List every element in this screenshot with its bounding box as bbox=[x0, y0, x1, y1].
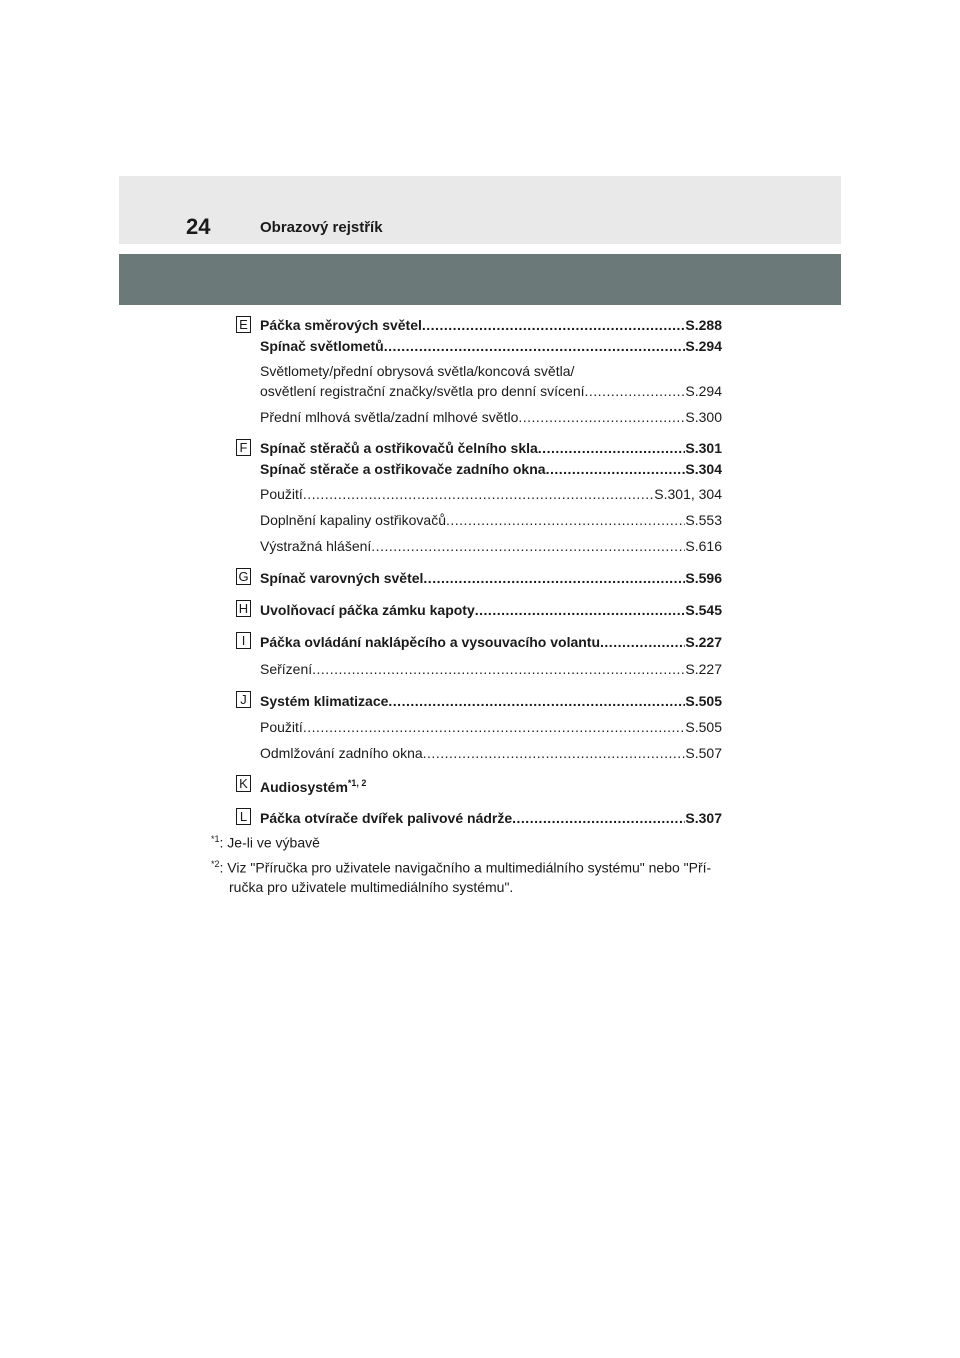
section-letter-e: E bbox=[236, 316, 251, 333]
section-letter-k: K bbox=[236, 775, 251, 792]
page-ref[interactable]: S.505 bbox=[685, 719, 722, 735]
index-entry[interactable] bbox=[260, 338, 722, 356]
page-ref[interactable]: S.300 bbox=[685, 409, 722, 425]
footnote-2-continuation: ručka pro uživatele multimediálního systému". bbox=[229, 879, 514, 895]
index-entry[interactable] bbox=[260, 409, 722, 427]
entry-label: Výstražná hlášení bbox=[260, 538, 372, 554]
entry-label: Uvolňovací páčka zámku kapoty bbox=[260, 602, 475, 618]
section-letter-l: L bbox=[236, 808, 251, 825]
entry-label: Doplnění kapaliny ostřikovačů bbox=[260, 512, 446, 528]
entry-label-line: Světlomety/přední obrysová světla/koncová světla/ bbox=[260, 363, 575, 379]
entry-label: Použití bbox=[260, 486, 303, 502]
footnote-ref: *1, 2 bbox=[347, 778, 367, 788]
entry-label: Páčka otvírače dvířek palivové nádrže bbox=[260, 810, 513, 826]
entry-label: Audiosystém bbox=[260, 779, 348, 795]
section-letter-h: H bbox=[236, 600, 251, 617]
page-ref[interactable]: S.301 bbox=[685, 440, 722, 456]
page-ref[interactable]: S.227 bbox=[685, 661, 722, 677]
page-ref[interactable]: S.294 bbox=[685, 338, 722, 354]
entry-label: Seřízení bbox=[260, 661, 313, 677]
page-number: 24 bbox=[186, 214, 211, 239]
entry-label: Spínač stěrače a ostřikovače zadního okna bbox=[260, 461, 546, 477]
index-entry[interactable] bbox=[260, 440, 722, 458]
section-letter-j: J bbox=[236, 691, 251, 708]
page-ref[interactable]: S.301, 304 bbox=[654, 486, 722, 502]
footnote-text: : Viz "Příručka pro uživatele navigačního a multimediálního systému" nebo "Pří- bbox=[219, 859, 712, 876]
section-letter-f: F bbox=[236, 439, 251, 456]
index-entry[interactable] bbox=[260, 719, 722, 737]
footnote-1 bbox=[211, 834, 320, 851]
index-entry[interactable] bbox=[260, 512, 722, 530]
section-letter-i: I bbox=[236, 632, 251, 649]
page-ref[interactable]: S.616 bbox=[685, 538, 722, 554]
entry-label: Použití bbox=[260, 719, 303, 735]
index-entry[interactable] bbox=[260, 486, 722, 504]
entry-label: Spínač varovných světel bbox=[260, 570, 424, 586]
index-entry[interactable] bbox=[260, 602, 722, 620]
index-entry[interactable] bbox=[260, 570, 722, 588]
page-ref[interactable]: S.304 bbox=[685, 461, 722, 477]
section-letter-g: G bbox=[236, 568, 251, 585]
page-ref[interactable]: S.294 bbox=[685, 383, 722, 399]
index-entry[interactable] bbox=[260, 693, 722, 711]
index-entry[interactable] bbox=[260, 538, 722, 556]
index-entry[interactable] bbox=[260, 661, 722, 679]
index-entry[interactable] bbox=[260, 634, 722, 652]
page-ref[interactable]: S.545 bbox=[685, 602, 722, 618]
footnote-mark: *2 bbox=[211, 859, 220, 869]
index-entry[interactable] bbox=[260, 745, 722, 763]
entry-label: Spínač světlometů bbox=[260, 338, 384, 354]
page-ref[interactable]: S.307 bbox=[685, 810, 722, 826]
index-entry[interactable] bbox=[260, 461, 722, 479]
entry-label: Odmlžování zadního okna bbox=[260, 745, 423, 761]
entry-label: osvětlení registrační značky/světla pro denní svícení bbox=[260, 383, 585, 399]
entry-label: Systém klimatizace bbox=[260, 693, 389, 709]
index-entry[interactable] bbox=[260, 778, 366, 795]
page-ref[interactable]: S.505 bbox=[685, 693, 722, 709]
page-ref[interactable]: S.596 bbox=[685, 570, 722, 586]
page-title: Obrazový rejstřík bbox=[260, 219, 383, 236]
page-ref[interactable]: S.227 bbox=[685, 634, 722, 650]
entry-label: Páčka ovládání naklápěcího a vysouvacího volantu bbox=[260, 634, 601, 650]
page-ref[interactable]: S.288 bbox=[685, 317, 722, 333]
index-entry[interactable] bbox=[260, 810, 722, 828]
index-entry[interactable] bbox=[260, 317, 722, 335]
page-ref[interactable]: S.507 bbox=[685, 745, 722, 761]
page-ref[interactable]: S.553 bbox=[685, 512, 722, 528]
entry-label: Páčka směrových světel bbox=[260, 317, 422, 333]
entry-label: Spínač stěračů a ostřikovačů čelního skla bbox=[260, 440, 538, 456]
footnote-2 bbox=[211, 859, 711, 876]
footnote-text: : Je-li ve výbavě bbox=[219, 834, 320, 851]
index-entry[interactable] bbox=[260, 383, 722, 401]
footnote-mark: *1 bbox=[211, 834, 220, 844]
entry-label: Přední mlhová světla/zadní mlhové světlo bbox=[260, 409, 519, 425]
